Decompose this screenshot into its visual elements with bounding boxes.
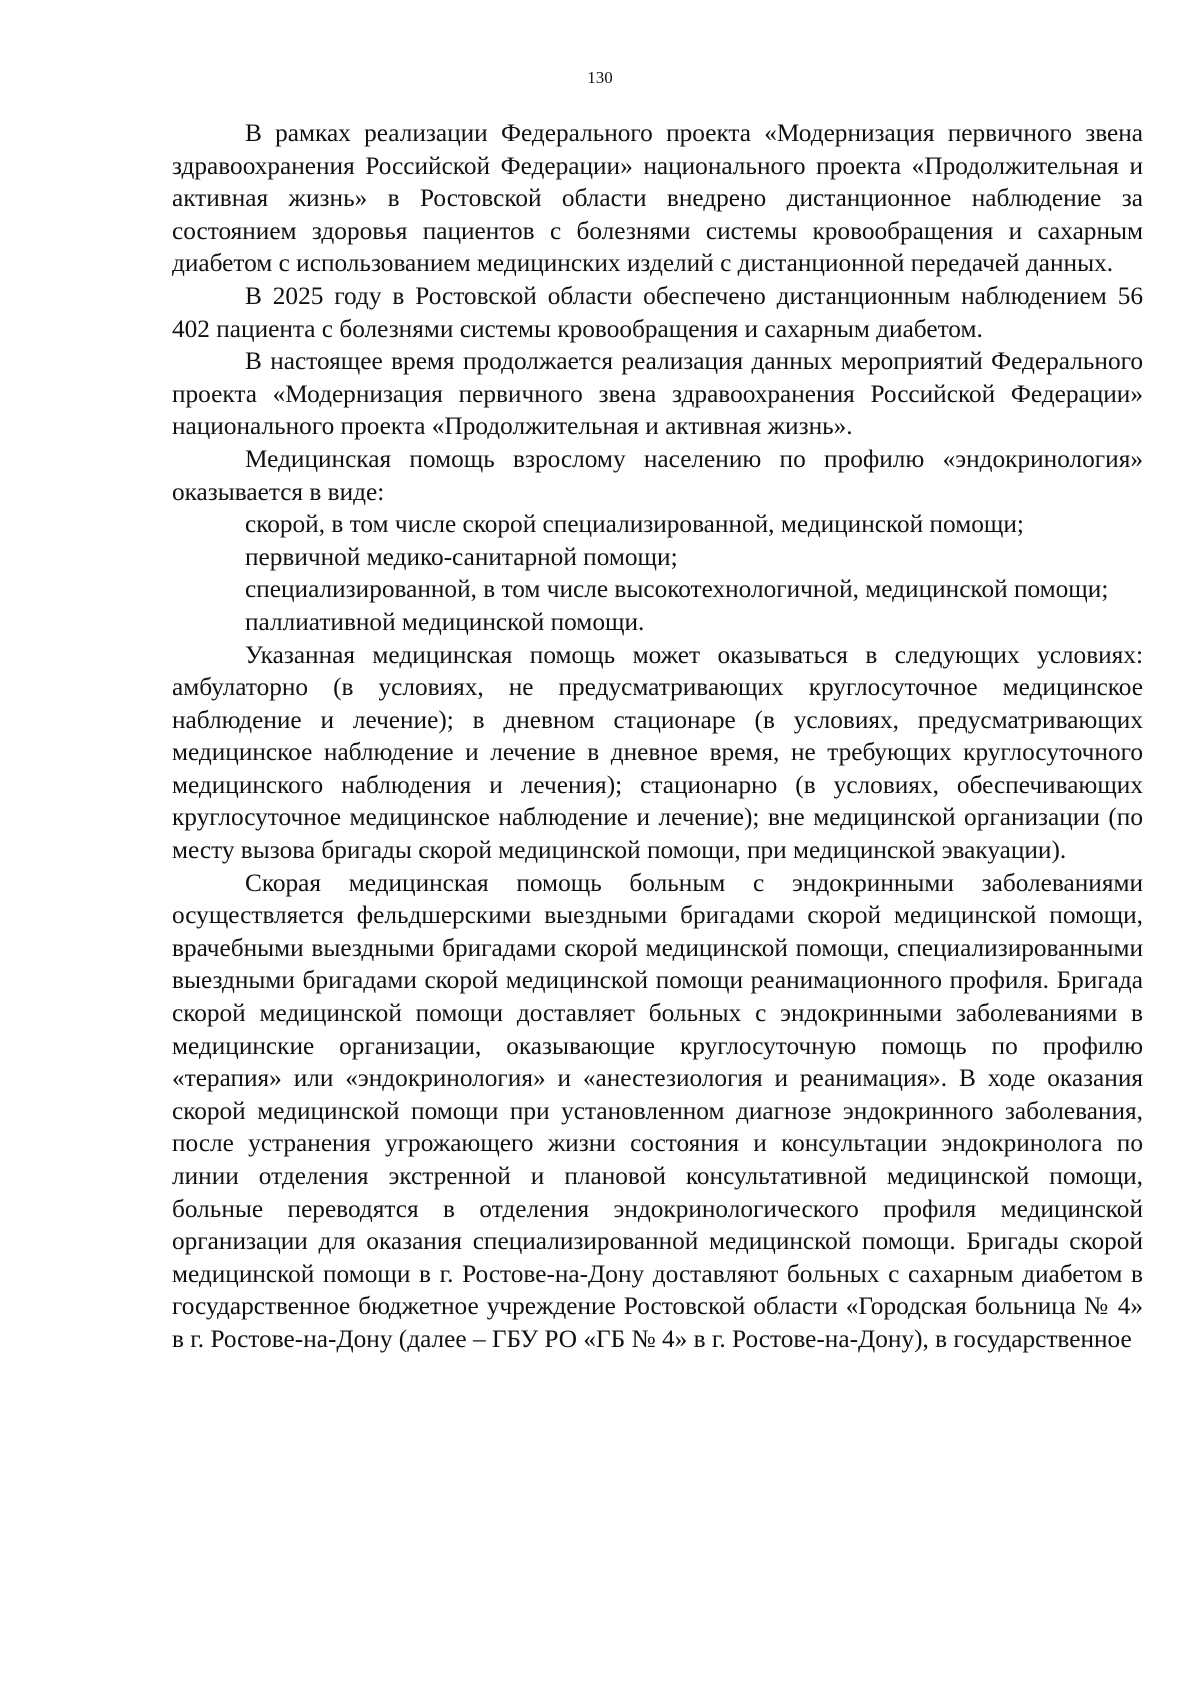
list-item-palliative-care: паллиативной медицинской помощи.: [245, 607, 645, 636]
paragraph-emergency-teams: Скорая медицинская помощь больным с эндокринными заболеваниями осуществляется фельдшерскими выездными бригадами скорой медицинской помощи, врачебными выездными бригадами скорой медицинской помощи, специализированными выездными бригадами скорой медицинской помощи реанимационного профиля. Бригада скорой медицинской помощи доставляет больных с эндокринными заболеваниями в медицинские организации, оказывающие круглосуточную помощь по профилю «терапия» или «эндокринология» и «анестезиология и реанимация». В ходе оказания скорой медицинской помощи при установленном диагнозе эндокринного заболевания, после устранения угрожающего жизни состояния и консультации эндокринолога по линии отделения экстренной и плановой консультативной медицинской помощи, больные переводятся в отделения эндокринологического профиля медицинской организации для оказания специализированной медицинской помощи. Бригады скорой медицинской помощи в г. Ростове-на-Дону доставляют больных с сахарным диабетом в государственное бюджетное учреждение Ростовской области «Городская больница № 4» в г. Ростове-на-Дону (далее – ГБУ РО «ГБ № 4» в г. Ростове-на-Дону), в государственное: [172, 868, 1143, 1353]
list-item-primary-care: первичной медико-санитарной помощи;: [245, 542, 678, 571]
paragraph-2025-patients: В 2025 году в Ростовской области обеспечено дистанционным наблюдением 56 402 пациента с болезнями системы кровообращения и сахарным диабетом.: [172, 281, 1143, 343]
document-body: [172, 117, 1143, 1356]
list-item-specialized-care: специализированной, в том числе высокотехнологичной, медицинской помощи;: [245, 575, 1109, 604]
page-number: 130: [587, 68, 613, 87]
paragraph-care-forms-intro: Медицинская помощь взрослому населению по профилю «эндокринология» оказывается в виде:: [172, 444, 1143, 506]
list-item-emergency-care: скорой, в том числе скорой специализированной, медицинской помощи;: [245, 510, 1024, 539]
paragraph-care-conditions: Указанная медицинская помощь может оказываться в следующих условиях: амбулаторно (в условиях, не предусматривающих круглосуточное медицинское наблюдение и лечение); в дневном стационаре (в условиях, предусматривающих медицинское наблюдение и лечение в дневное время, не требующих круглосуточного медицинского наблюдения и лечения); стационарно (в условиях, обеспечивающих круглосуточное медицинское наблюдение и лечение); вне медицинской организации (по месту вызова бригады скорой медицинской помощи, при медицинской эвакуации).: [172, 640, 1143, 865]
paragraph-remote-monitoring: В рамках реализации Федерального проекта «Модернизация первичного звена здравоохранения Российской Федерации» национального проекта «Продолжительная и активная жизнь» в Ростовской области внедрено дистанционное наблюдение за состоянием здоровья пациентов с болезнями системы кровообращения и сахарным диабетом с использованием медицинских изделий с дистанционной передачей данных.: [172, 119, 1143, 278]
paragraph-ongoing-implementation: В настоящее время продолжается реализация данных мероприятий Федерального проекта «Модернизация первичного звена здравоохранения Российской Федерации» национального проекта «Продолжительная и активная жизнь».: [172, 347, 1143, 441]
